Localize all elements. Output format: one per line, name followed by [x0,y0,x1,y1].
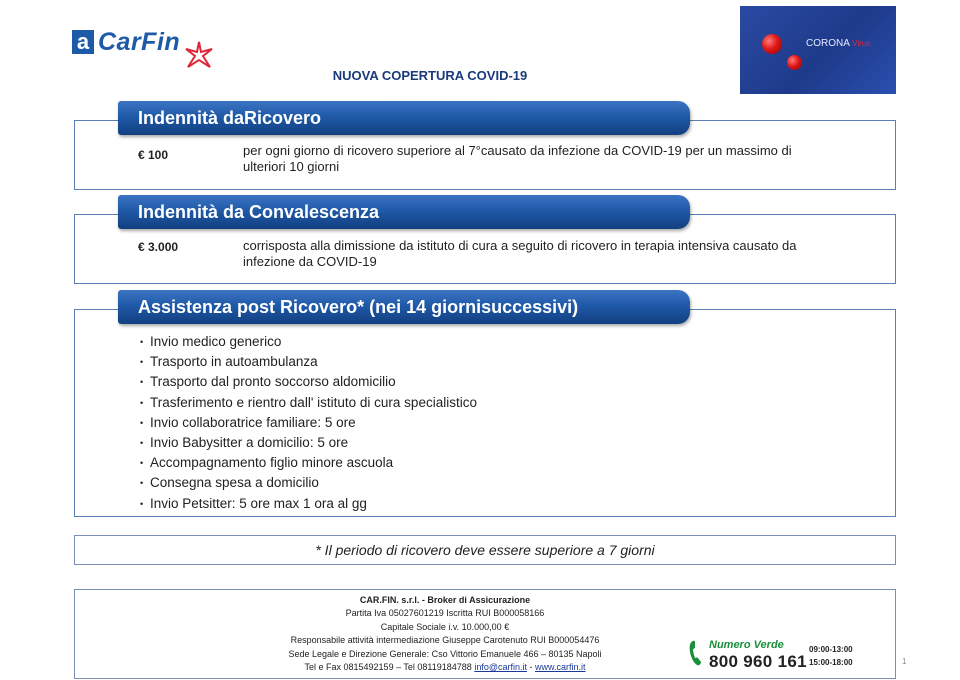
corona-label [806,38,870,49]
phone-icon [689,640,705,666]
virus-ball-large [762,34,782,54]
list-item-label: Consegna spesa a domicilio [150,475,319,491]
footer-phone: Tel e Fax 0815492159 – Tel 08119184788 [304,662,472,673]
list-item [140,494,477,514]
footer-capital: Capitale Sociale i.v. 10.000,00 € [380,621,510,632]
list-item-label: Invio collaboratrice familiare: 5 ore [150,414,356,430]
list-item [140,473,477,493]
list-item-label: Invio Petsitter: 5 ore max 1 ora al gg [150,495,367,511]
bullet-icon: • [140,478,144,489]
section-ricovero-description: per ogni giorno di ricovero superiore al 7°causato da infezione da COVID-19 per un massimo di ulteriori 10 giorni [243,143,792,174]
list-item-label: Trasporto in autoambulanza [150,354,318,370]
list-item-label: Trasporto dal pronto soccorso aldomicilio [150,374,396,390]
corona-virus-image [740,6,896,94]
footer-responsible: Responsabile attività intermediazione Giuseppe Carotenuto RUI B000054476 [290,635,600,646]
section-ricovero-amount: € 100 [138,148,169,162]
bullet-icon: • [140,458,144,469]
bullet-icon: • [140,377,144,388]
email-link[interactable]: info@carfin.it [474,662,527,673]
hours-afternoon: 15:00-18:00 [809,658,853,667]
section-ricovero-title: Indennità daRicovero [118,101,690,135]
list-item-label: Invio medico generico [150,334,282,349]
hours-morning: 09:00-13:00 [809,645,853,654]
logo-mark: a [72,30,94,54]
section-assistenza-title: Assistenza post Ricovero* (nei 14 giornisuccessivi) [118,290,690,324]
company-footer [74,589,896,679]
list-item [140,413,477,433]
bullet-icon: • [140,417,144,428]
footer-address: Sede Legale e Direzione Generale: Cso Vittorio Emanuele 466 – 80135 Napoli [288,648,602,659]
corona-label-main: CORONA [806,38,850,49]
section-convalescenza-title: Indennità da Convalescenza [118,195,690,229]
list-item-label: Trasferimento e rientro dall' istituto di cura specialistico [150,394,477,410]
virus-ball-small [787,55,802,70]
bullet-icon: • [140,357,144,368]
corona-label-sub: Virus [852,39,871,48]
list-item-label: Invio Babysitter a domicilio: 5 ore [150,435,349,451]
footer-company: CAR.FIN. s.r.l. - Broker di Assicurazione [359,595,531,605]
assistenza-list [140,332,477,514]
list-item [140,453,477,473]
list-item [140,352,477,372]
star-icon [184,40,214,70]
section-convalescenza-amount: € 3.000 [138,240,179,254]
numero-verde-number[interactable]: 800 960 161 [709,652,807,671]
bullet-icon: • [140,438,144,449]
page-title: NUOVA COPERTURA COVID-19 [332,68,528,83]
list-item [140,332,477,352]
footer-vat: Partita Iva 05027601219 Iscritta RUI B000058166 [345,608,545,619]
page-number: 1 [902,657,907,666]
bullet-icon: • [140,337,144,347]
logo-text: CarFin [98,28,181,56]
ricovero-note: * Il periodo di ricovero deve essere superiore a 7 giorni [74,535,896,565]
website-link[interactable]: www.carfin.it [534,662,586,673]
bullet-icon: • [140,397,144,408]
section-convalescenza-description: corrisposta alla dimissione da istituto di cura a seguito di ricovero in terapia intensiva causato da infezione da COVID-19 [243,238,797,269]
list-item [140,372,477,392]
list-item [140,393,477,413]
numero-verde-label: Numero Verde [709,639,784,651]
footer-separator: - [526,662,535,673]
list-item [140,433,477,453]
bullet-icon: • [140,498,144,509]
list-item-label: Accompagnamento figlio minore ascuola [150,455,394,471]
